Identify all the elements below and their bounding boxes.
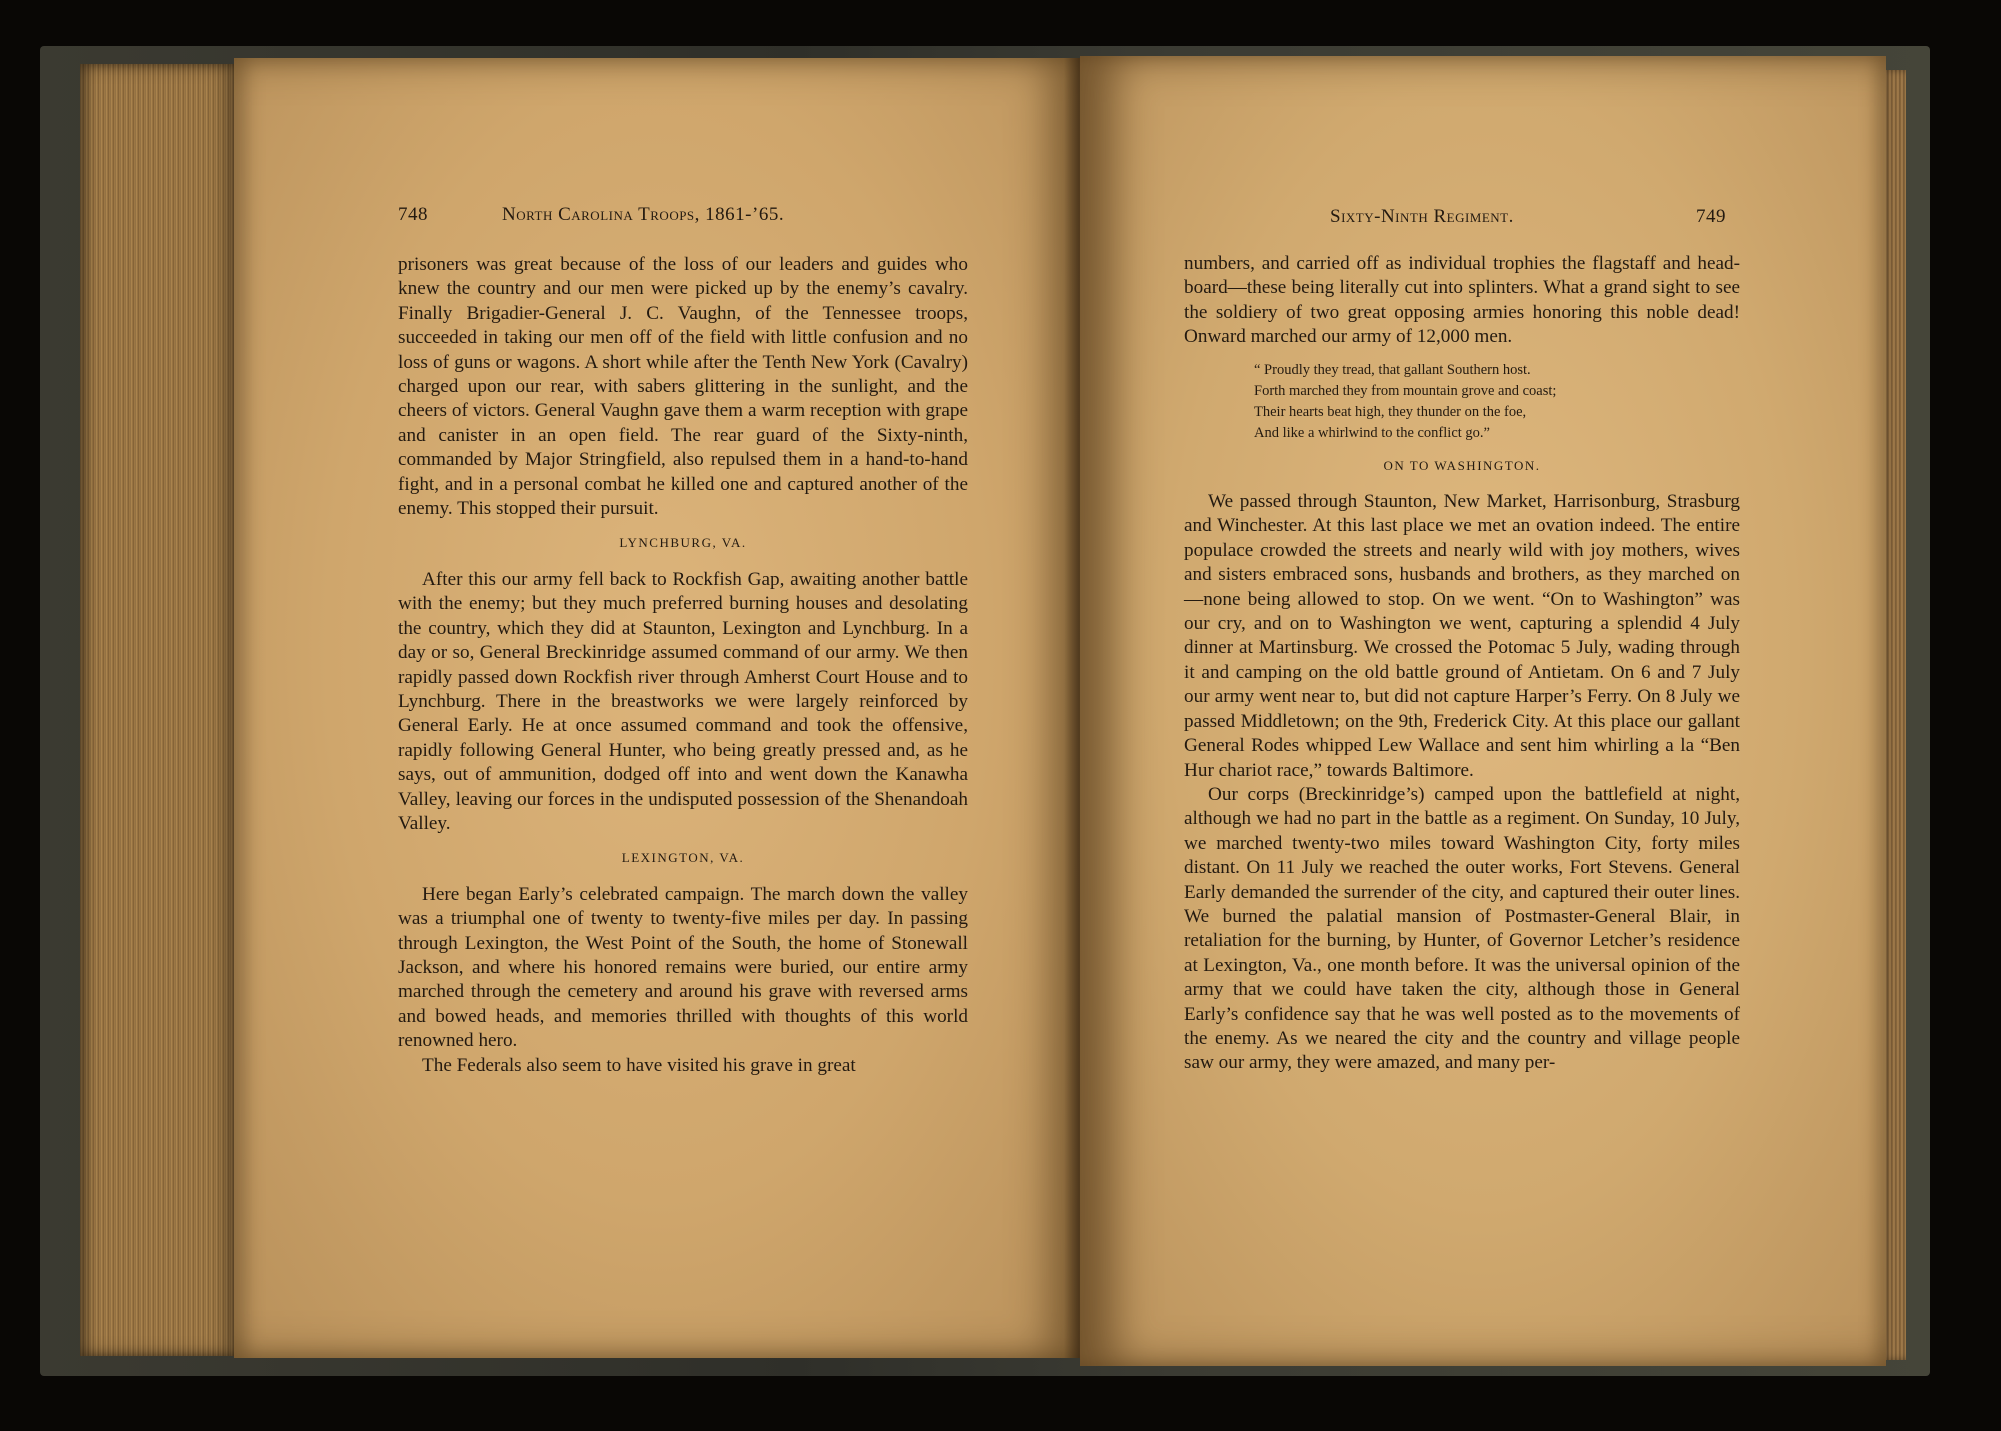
- right-running-title: Sixty-Ninth Regiment.: [1330, 206, 1514, 227]
- paragraph: Here began Early’s celebrated campaign. The march down the valley was a triumphal one of twenty to twenty-five miles per day. In passing through Lexington, the West Point of the South, the home of Stonewall Jackson, and where his honored remains were buried, our entire army marched through the cemetery and around his grave with reversed arms and bowed heads, and memories thrilled with thoughts of this world renowned hero.: [398, 883, 968, 1052]
- verse-line: Their hearts beat high, they thunder on the foe,: [1254, 403, 1527, 420]
- verse-line: “ Proudly they tread, that gallant Southern host.: [1254, 361, 1531, 378]
- page-edges-left: [80, 64, 238, 1356]
- verse-line: And like a whirlwind to the conflict go.”: [1254, 424, 1490, 441]
- right-body: [1184, 252, 1740, 1076]
- paragraph: The Federals also seem to have visited his grave in great: [422, 1054, 856, 1076]
- paragraph: After this our army fell back to Rockfish Gap, awaiting another battle with the enemy; but they much preferred burning houses and desolating the country, which they did at Staunton, Lexington and Lynchburg. In a day or so, General Breckinridge assumed command of our army. We then rapidly passed down Rockfish river through Amherst Court House and to Lynchburg. There in the breastworks we were largely reinforced by General Early. He at once assumed command and took the offensive, rapidly following General Hunter, who being greatly pressed and, as he says, out of ammunition, dodged off into and went down the Kanawha Valley, leaving our forces in the undisputed possession of the Shenandoah Valley.: [398, 568, 968, 834]
- paragraph: numbers, and carried off as individual trophies the flagstaff and head-board—these being literally cut into splinters. What a grand sight to see the soldiery of two great opposing armies honoring this noble dead! Onward marched our army of 12,000 men.: [1184, 253, 1740, 348]
- left-page: [234, 58, 1080, 1358]
- section-heading-washington: ON TO WASHINGTON.: [1383, 457, 1541, 473]
- verse-line: Forth marched they from mountain grove and coast;: [1254, 382, 1557, 399]
- left-running-title: North Carolina Troops, 1861-’65.: [502, 204, 785, 225]
- left-page-number: 748: [398, 204, 428, 225]
- paragraph: Our corps (Breckinridge’s) camped upon the battlefield at night, although we had no part in the battle as a regiment. On Sunday, 10 July, we marched twenty-two miles toward Washington City, forty miles distant. On 11 July we reached the outer works, Fort Stevens. General Early demanded the surrender of the city, and captured their outer lines. We burned the palatial mansion of Postmaster-General Blair, in retaliation for the burning, by Hunter, of Governor Letcher’s residence at Lexington, Va., one month before. It was the universal opinion of the army that we could have taken the city, although those in General Early’s confidence say that he was well posted as to the movements of the enemy. As we neared the city and the country and village people saw our army, they were amazed, and many per-: [1184, 783, 1740, 1074]
- verse-block: [1254, 360, 1740, 444]
- paragraph: We passed through Staunton, New Market, Harrisonburg, Strasburg and Winchester. At this last place we met an ovation indeed. The entire populace crowded the streets and nearly wild with joy mothers, wives and sisters embraced sons, husbands and brothers, as they marched on—none being allowed to stop. On we went. “On to Washington” was our cry, and on to Washington we went, capturing a splendid 4 July dinner at Martinsburg. We crossed the Potomac 5 July, wading through it and camping on the old battle ground of Antietam. On 6 and 7 July our army went near to, but did not capture Harper’s Ferry. On 8 July we passed Middletown; on the 9th, Frederick City. At this place our gallant General Rodes whipped Lew Wallace and sent him whirling a la “Ben Hur chariot race,” towards Baltimore.: [1184, 491, 1740, 781]
- right-page-number: 749: [1696, 206, 1726, 227]
- section-heading-lexington: LEXINGTON, VA.: [621, 850, 745, 866]
- left-body: [398, 253, 968, 1078]
- right-page: [1080, 56, 1886, 1366]
- paragraph: prisoners was great because of the loss of our leaders and guides who knew the country and our men were picked up by the enemy’s cavalry. Finally Brigadier-General J. C. Vaughn, of the Tennessee troops, succeeded in taking our men off of the field with little confusion and no loss of guns or wagons. A short while after the Tenth New York (Cavalry) charged upon our rear, with sabers glittering in the sunlight, and the cheers of victors. General Vaughn gave them a warm reception with grape and canister in an open field. The rear guard of the Sixty-ninth, commanded by Major Stringfield, also repulsed them in a hand-to-hand fight, and in a personal combat he killed one and captured another of the enemy. This stopped their pursuit.: [398, 254, 968, 520]
- section-heading-lynchburg: LYNCHBURG, VA.: [619, 535, 747, 551]
